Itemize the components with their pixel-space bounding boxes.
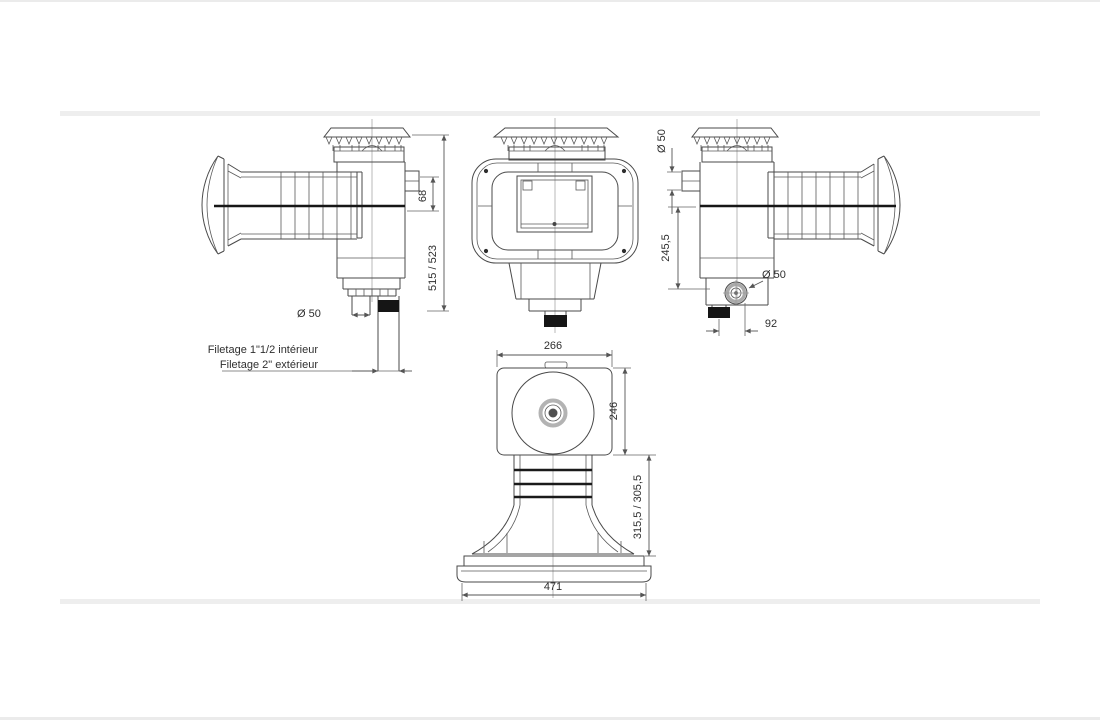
flap-tab-right: [576, 181, 585, 190]
dim-label-245-5: 245,5: [660, 234, 672, 262]
drain-port: [708, 280, 749, 318]
flap-pivot: [553, 222, 557, 226]
side-view-left: [202, 119, 449, 371]
dim-label-68: 68: [417, 189, 429, 203]
screw: [484, 249, 488, 253]
side-port: [682, 171, 700, 191]
dim-label-92: 92: [764, 318, 778, 330]
dim-port-height: [407, 177, 439, 211]
dim-total-height: [412, 135, 449, 311]
dim-label-d50-pipe: Ø 50: [297, 308, 321, 320]
side-port: [405, 171, 419, 191]
side-view-right: [656, 119, 900, 336]
dim-body-height: [660, 207, 710, 289]
dim-label-515-523: 515 / 523: [427, 245, 439, 291]
threaded-connector: [378, 300, 399, 312]
deck-grate: [324, 128, 410, 151]
lid-tab: [545, 362, 567, 368]
threaded-connector: [544, 315, 567, 327]
dim-label-d50-drain: Ø 50: [762, 269, 786, 281]
dim-label-266: 266: [543, 340, 563, 352]
image-bottom-edge: [60, 599, 1040, 604]
dim-neck-height: [632, 455, 656, 556]
lid-knob: [549, 409, 558, 418]
flap-tab-left: [523, 181, 532, 190]
dim-label-246: 246: [608, 401, 620, 421]
dim-top-port-diameter: [656, 129, 681, 214]
thread-note-line1: Filetage 1"1/2 intérieur: [207, 344, 318, 356]
dim-label-d50-top: Ø 50: [656, 129, 668, 153]
screw: [622, 249, 626, 253]
dim-label-471: 471: [543, 581, 563, 593]
screw: [484, 169, 488, 173]
plan-view: [457, 340, 656, 601]
threaded-connector: [708, 307, 730, 318]
lid-collar: [334, 147, 404, 162]
front-view: [472, 118, 638, 333]
dim-flange-width: [462, 581, 646, 601]
screw: [622, 169, 626, 173]
dim-label-315-305: 315,5 / 305,5: [632, 474, 644, 540]
skimmer-body: [334, 162, 405, 296]
body-top: [497, 362, 612, 455]
lid-collar: [509, 147, 605, 160]
deck-grate: [494, 128, 618, 151]
image-top-edge: [60, 111, 1040, 116]
mouth-flare: [457, 505, 651, 582]
bottom-pipes: [352, 296, 399, 371]
page-top-border: [0, 0, 1100, 2]
weir-opening: [517, 176, 592, 232]
deck-grate: [692, 128, 778, 151]
dim-body-width: [497, 340, 612, 367]
thread-note: [208, 344, 412, 371]
dim-pipe-diameter: [297, 308, 370, 320]
dim-body-depth: [608, 368, 656, 455]
thread-note-line2: Filetage 2" extérieur: [219, 359, 318, 371]
